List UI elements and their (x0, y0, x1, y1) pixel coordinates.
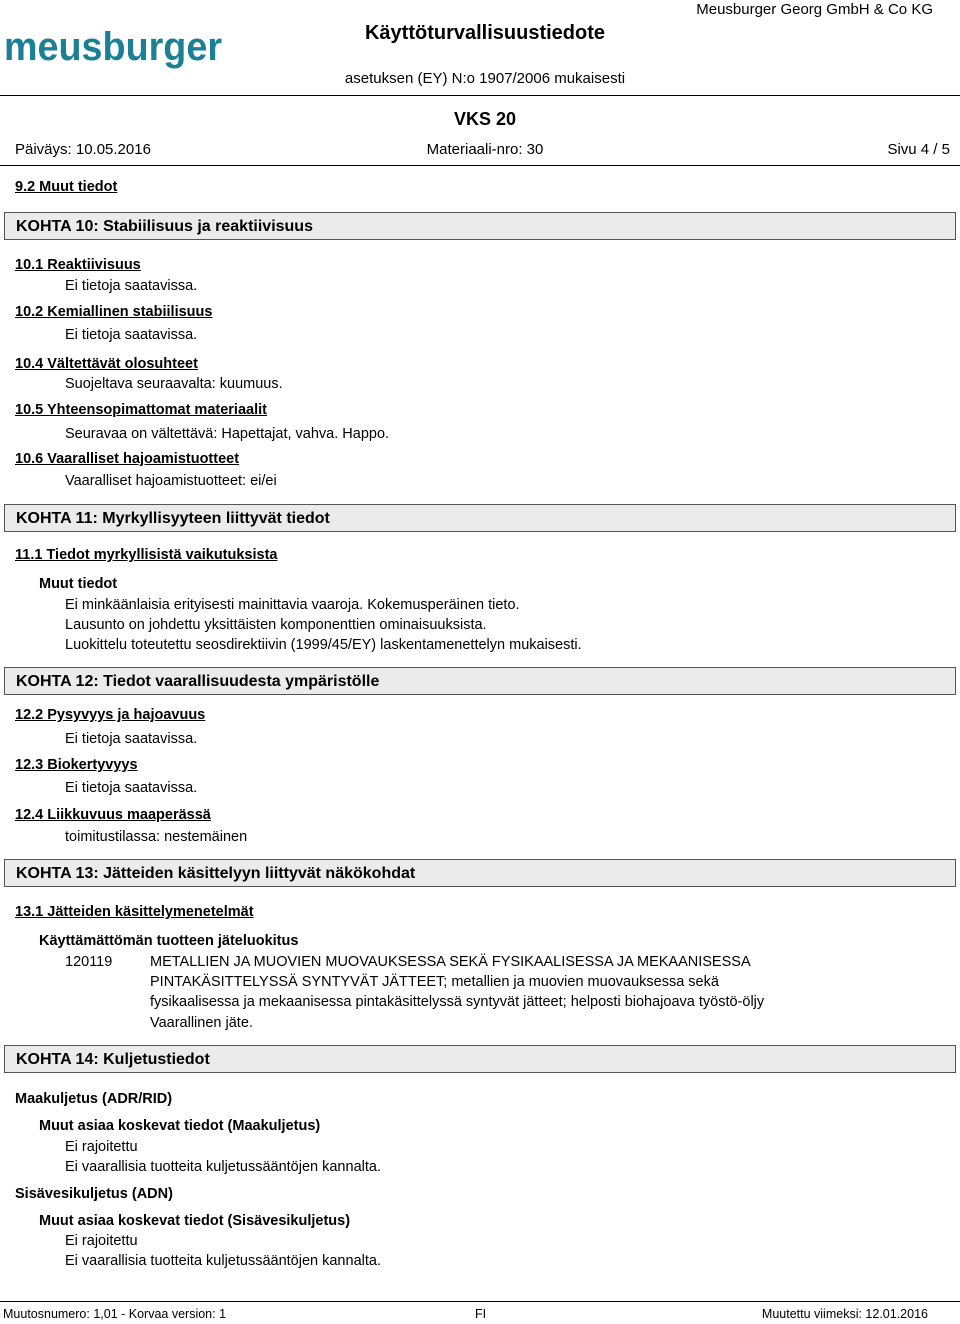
road-other-info-heading: Muut asiaa koskevat tiedot (Maakuljetus) (39, 1118, 321, 1134)
text-10-1: Ei tietoja saatavissa. (65, 278, 198, 294)
subsection-10-2: 10.2 Kemiallinen stabiilisuus (15, 304, 213, 320)
subsection-11-1: 11.1 Tiedot myrkyllisistä vaikutuksista (15, 547, 278, 563)
road-text-1: Ei rajoitettu (65, 1139, 138, 1155)
inland-text-1: Ei rajoitettu (65, 1233, 138, 1249)
company-name: Meusburger Georg GmbH & Co KG (696, 1, 933, 18)
subsection-10-6: 10.6 Vaaralliset hajoamistuotteet (15, 451, 240, 467)
inland-text-2: Ei vaarallisia tuotteita kuljetussääntöjen kannalta. (65, 1253, 381, 1269)
subsection-10-1: 10.1 Reaktiivisuus (15, 257, 141, 273)
text-12-4: toimitustilassa: nestemäinen (65, 829, 248, 845)
waste-code: 120119 (65, 954, 113, 970)
section-11-heading: KOHTA 11: Myrkyllisyyteen liittyvät tiedot (4, 504, 956, 532)
section-14-heading: KOHTA 14: Kuljetustiedot (4, 1045, 956, 1073)
other-info-heading: Muut tiedot (39, 576, 118, 592)
text-10-2: Ei tietoja saatavissa. (65, 327, 198, 343)
section-13-heading: KOHTA 13: Jätteiden käsittelyyn liittyvät näkökohdat (4, 859, 956, 887)
road-text-2: Ei vaarallisia tuotteita kuljetussääntöjen kannalta. (65, 1159, 381, 1175)
road-transport-heading: Maakuljetus (ADR/RID) (15, 1091, 173, 1107)
subsection-12-4: 12.4 Liikkuvuus maaperässä (15, 807, 211, 823)
waste-classification-heading: Käyttämättömän tuotteen jäteluokitus (39, 933, 299, 949)
text-11-line-2: Lausunto on johdettu yksittäisten komponenttien ominaisuuksista. (65, 617, 487, 633)
product-name: VKS 20 (453, 109, 517, 129)
inland-other-info-heading: Muut asiaa koskevat tiedot (Sisävesikuljetus) (39, 1213, 351, 1229)
text-10-5: Seuravaa on vältettävä: Hapettajat, vahva. Happo. (65, 426, 390, 442)
text-11-line-1: Ei minkäänlaisia erityisesti mainittavia vaaroja. Kokemusperäinen tieto. (65, 597, 520, 613)
subsection-12-3: 12.3 Biokertyvyys (15, 757, 138, 773)
footer-divider (0, 1301, 960, 1302)
header-bottom-divider (0, 165, 960, 166)
text-12-2: Ei tietoja saatavissa. (65, 731, 198, 747)
regulation-reference: asetuksen (EY) N:o 1907/2006 mukaisesti (344, 70, 626, 87)
svg-text:meusburger: meusburger (4, 25, 222, 69)
language-code: FI (475, 1307, 487, 1321)
issue-date: Päiväys: 10.05.2016 (15, 141, 151, 158)
material-number: Materiaali-nro: 30 (426, 141, 544, 158)
subsection-9-2: 9.2 Muut tiedot (15, 179, 118, 195)
section-12-heading: KOHTA 12: Tiedot vaarallisuudesta ympäristölle (4, 667, 956, 695)
waste-description-line-4: Vaarallinen jäte. (150, 1015, 253, 1031)
subsection-10-4: 10.4 Vältettävät olosuhteet (15, 356, 198, 372)
inland-waterway-heading: Sisävesikuljetus (ADN) (15, 1186, 173, 1202)
waste-description-line-2: PINTAKÄSITTELYSSÄ SYNTYVÄT JÄTTEET; metallien ja muovien muovauksessa sekä (150, 974, 719, 990)
subsection-12-2: 12.2 Pysyvyys ja hajoavuus (15, 707, 206, 723)
subsection-10-5: 10.5 Yhteensopimattomat materiaalit (15, 402, 267, 418)
revision-number: Muutosnumero: 1,01 - Korvaa version: 1 (3, 1307, 227, 1321)
text-12-3: Ei tietoja saatavissa. (65, 780, 198, 796)
section-10-heading: KOHTA 10: Stabiilisuus ja reaktiivisuus (4, 212, 956, 240)
page-number: Sivu 4 / 5 (887, 141, 950, 158)
waste-description-line-3: fysikaalisessa ja mekaanisessa pintakäsittelyssä syntyvät jätteet; helposti biohajoava työstö-öljy (150, 994, 765, 1010)
header-divider (0, 95, 960, 96)
text-10-6: Vaaralliset hajoamistuotteet: ei/ei (65, 473, 277, 489)
document-title: Käyttöturvallisuustiedote (364, 22, 606, 44)
text-11-line-3: Luokittelu toteutettu seosdirektiivin (1999/45/EY) laskentamenettelyn mukaisesti. (65, 637, 582, 653)
last-modified-date: Muutettu viimeksi: 12.01.2016 (761, 1307, 928, 1321)
text-10-4: Suojeltava seuraavalta: kuumuus. (65, 376, 283, 392)
subsection-13-1: 13.1 Jätteiden käsittelymenetelmät (15, 904, 254, 920)
waste-description-line-1: METALLIEN JA MUOVIEN MUOVAUKSESSA SEKÄ FYSIKAALISESSA JA MEKAANISESSA (150, 954, 751, 970)
